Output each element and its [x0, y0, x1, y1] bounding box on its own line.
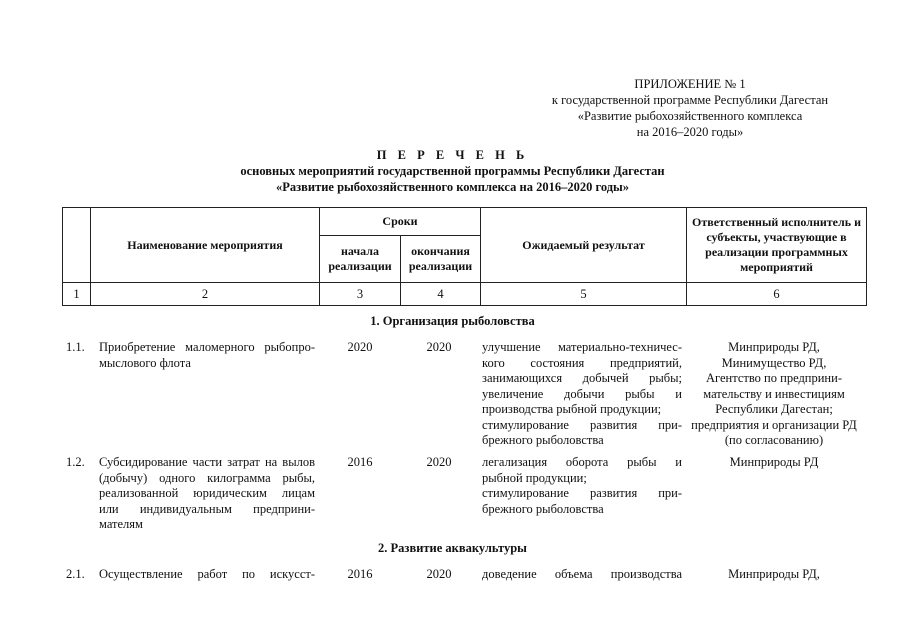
result-line: рыбной продукции; — [482, 470, 587, 485]
appendix-line: на 2016–2020 годы» — [636, 125, 744, 139]
appendix-line: «Развитие рыбохозяйственного комплекса — [577, 109, 803, 123]
responsible-line: (по согласованию) — [724, 433, 824, 447]
header-end: окончания реализации — [401, 236, 481, 283]
table-row — [0, 340, 905, 450]
responsible-executor — [684, 567, 864, 583]
measure-name — [99, 455, 315, 533]
responsible-line: Минприроды РД, — [728, 567, 820, 581]
responsible-line: мательству и инвестициям — [703, 386, 845, 401]
header-result: Ожидаемый результат — [481, 208, 687, 283]
header-responsible: Ответственный исполнитель и субъекты, участвующие в реализации программных мероприятий — [687, 208, 867, 283]
header-name: Наименование мероприятия — [91, 208, 320, 283]
header-terms: Сроки — [320, 208, 481, 236]
expected-result — [482, 340, 682, 449]
result-line: стимулирование развития при- — [482, 486, 682, 500]
start-year: 2016 — [347, 567, 373, 581]
document-heading — [0, 147, 905, 195]
responsible-line: Республики Дагестан; — [715, 402, 833, 416]
column-number: 1 — [63, 283, 91, 306]
document-title: П Е Р Е Ч Е Н Ь — [376, 148, 529, 162]
measures-table — [62, 207, 867, 306]
measure-name — [99, 340, 315, 371]
measure-name-line: Приобретение маломерного рыбопро- — [99, 340, 315, 354]
measure-name-line: мателям — [99, 517, 143, 531]
responsible-executor — [684, 340, 864, 449]
responsible-line: Минприроды РД, — [728, 340, 820, 354]
document-subtitle: основных мероприятий государственной программы Республики Дагестан — [240, 164, 665, 178]
result-line: легализация оборота рыбы и — [482, 455, 682, 469]
section-heading: 2. Развитие аквакультуры — [378, 541, 527, 555]
appendix-line: к государственной программе Республики Дагестан — [551, 93, 829, 107]
measure-name-line: Субсидирование части затрат на вылов — [99, 455, 315, 469]
responsible-line: Минимущество РД, — [721, 355, 827, 370]
measure-name-line: мыслового флота — [99, 355, 191, 370]
table-row — [0, 567, 905, 587]
result-line: стимулирование развития при- — [482, 417, 682, 432]
column-number: 2 — [91, 283, 320, 306]
result-line: занимающихся добычей рыбы; — [482, 371, 682, 385]
end-year: 2020 — [426, 455, 452, 469]
column-number: 6 — [687, 283, 867, 306]
end-year: 2020 — [426, 340, 452, 354]
row-number: 1.2. — [66, 455, 85, 469]
column-number: 4 — [401, 283, 481, 306]
end-year: 2020 — [426, 567, 452, 581]
document-subtitle: «Развитие рыбохозяйственного комплекса на 2016–2020 годы» — [275, 180, 630, 194]
result-line: брежного рыболовства — [482, 501, 604, 516]
row-number: 2.1. — [66, 567, 85, 581]
measure-name-line: или индивидуальным предприни- — [99, 501, 315, 516]
result-line: производства рыбной продукции; — [482, 402, 662, 416]
start-year: 2020 — [347, 340, 373, 354]
measure-name — [99, 567, 315, 583]
appendix-title: ПРИЛОЖЕНИЕ № 1 — [634, 77, 746, 91]
start-year: 2016 — [347, 455, 373, 469]
responsible-executor — [684, 455, 864, 471]
expected-result — [482, 567, 682, 583]
result-line: кого состояния предприятий, — [482, 355, 682, 370]
appendix-caption — [520, 76, 860, 140]
result-line: улучшение материально-техничес- — [482, 340, 682, 354]
result-line: доведение объема производства — [482, 567, 682, 581]
header-start: начала реализации — [320, 236, 401, 283]
header-empty-cell — [63, 208, 91, 283]
result-line: увеличение добычи рыбы и — [482, 386, 682, 401]
responsible-line: предприятия и организации РД — [691, 417, 857, 432]
table-row — [0, 455, 905, 535]
measure-name-line: (добычу) одного килограмма рыбы, — [99, 470, 315, 485]
expected-result — [482, 455, 682, 517]
measure-name-line: Осуществление работ по искусст- — [99, 567, 315, 581]
column-number: 5 — [481, 283, 687, 306]
responsible-line: Минприроды РД — [729, 455, 819, 469]
responsible-line: Агентство по предприни- — [706, 371, 842, 385]
result-line: брежного рыболовства — [482, 433, 604, 447]
section-heading: 1. Организация рыболовства — [370, 314, 535, 328]
measure-name-line: реализованной юридическим лицам — [99, 486, 315, 500]
column-number: 3 — [320, 283, 401, 306]
row-number: 1.1. — [66, 340, 85, 354]
